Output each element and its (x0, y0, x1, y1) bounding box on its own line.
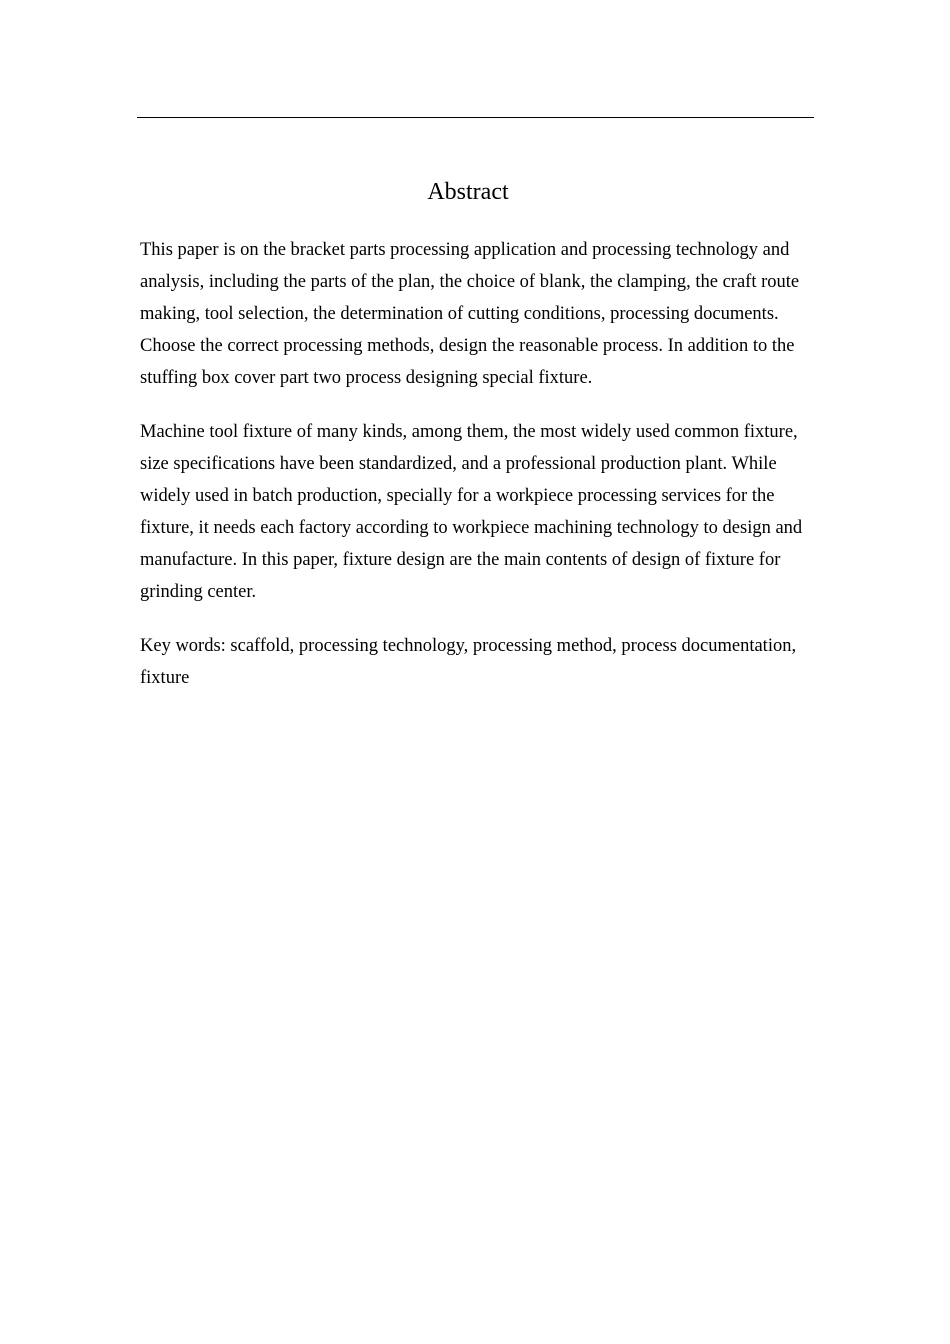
abstract-body (140, 234, 812, 716)
header-rule (137, 117, 814, 118)
abstract-paragraph-1: This paper is on the bracket parts processing application and processing technology and analysis, including the parts of the plan, the choice of blank, the clamping, the craft route making, tool selection, the determination of cutting conditions, processing documents. Choose the correct processing methods, design the reasonable process. In addition to the stuffing box cover part two process designing special fixture. (140, 240, 800, 388)
page-title: Abstract (427, 179, 509, 205)
keywords-line: Key words: scaffold, processing technology, processing method, process documentation, fixture (140, 636, 797, 688)
abstract-paragraph-2: Machine tool fixture of many kinds, among them, the most widely used common fixture, size specifications have been standardized, and a professional production plant. While widely used in batch production, specially for a workpiece processing services for the fixture, it needs each factory according to workpiece machining technology to design and manufacture. In this paper, fixture design are the main contents of design of fixture for grinding center. (140, 422, 803, 602)
